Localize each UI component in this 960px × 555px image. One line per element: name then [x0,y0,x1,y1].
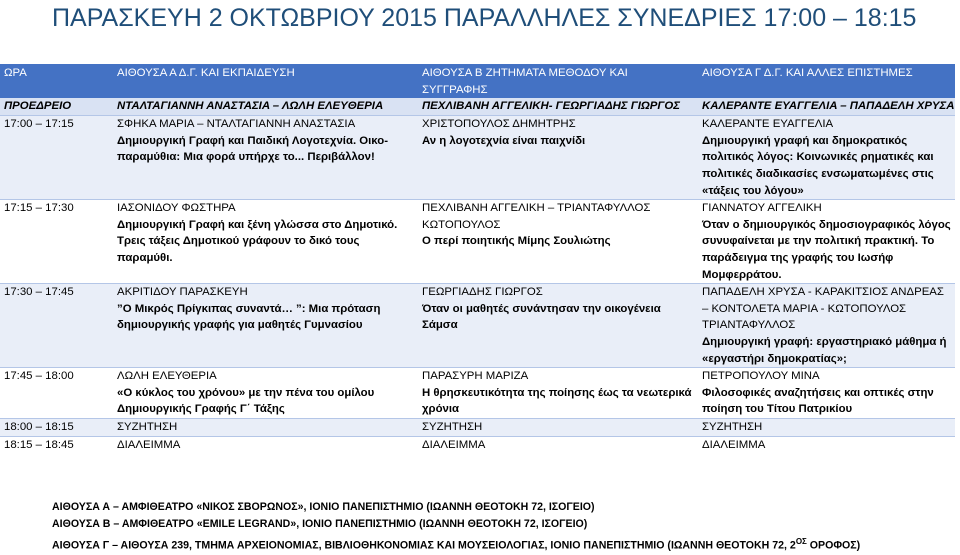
header-time: ΩΡΑ [0,64,113,98]
talk-title: Δημιουργική γραφή: εργαστηριακό μάθημα ή «εργαστήρι δημοκρατίας»; [702,335,947,365]
presidium-label: ΠΡΟΕΔΡΕΙΟ [0,98,113,116]
room-a-talk [113,368,418,419]
talk-author: ΠΑΠΑΔΕΛΗ ΧΡΥΣΑ - ΚΑΡΑΚΙΤΣΙΟΣ ΑΝΔΡΕΑΣ – ΚΟΝΤΟΛΕΤΑ ΜΑΡΙΑ - ΚΩΤΟΠΟΥΛΟΣ ΤΡΙΑΝΤΑΦΥΛΛΟΣ [702,286,944,332]
room-c-talk [698,200,955,284]
page-title: ΠΑΡΑΣΚΕΥΗ 2 ΟΚΤΩΒΡΙΟΥ 2015 ΠΑΡΑΛΛΗΛΕΣ ΣΥΝΕΔΡΙΕΣ 17:00 – 18:15 [52,4,917,32]
venue-room-c [52,533,860,555]
talk-author: ΧΡΙΣΤΟΠΟΥΛΟΣ ΔΗΜΗΤΡΗΣ [422,118,576,131]
talk-title: Ο περί ποιητικής Μίμης Σουλιώτης [422,235,611,248]
session-time: 17:00 – 17:15 [0,116,113,200]
presidium-room-a: ΝΤΑΛΤΑΓΙΑΝΝΗ ΑΝΑΣΤΑΣΙΑ – ΛΩΛΗ ΕΛΕΥΘΕΡΙΑ [113,98,418,116]
talk-title: Φιλοσοφικές αναζητήσεις και οπτικές στην ποίηση του Τίτου Πατρικίου [702,386,934,416]
room-c-item: ΔΙΑΛΕΙΜΜΑ [698,436,955,453]
room-b-talk [418,116,698,200]
room-b-talk [418,368,698,419]
room-a-item: ΣΥΖΗΤΗΣΗ [113,418,418,436]
room-b-talk [418,284,698,368]
talk-title: Όταν ο δημιουργικός δημοσιογραφικός λόγος συνυφαίνεται με την πολιτική πρακτική. Το παράδειγμα της γραφής του Ιωσήφ Μομφερράτου. [702,218,951,281]
room-b-item: ΔΙΑΛΕΙΜΜΑ [418,436,698,453]
talk-title: ”Ο Μικρός Πρίγκιπας συναντά… ”: Μια πρόταση δημιουργικής γραφής για μαθητές Γυμνασίου [117,302,381,332]
session-time: 17:45 – 18:00 [0,368,113,419]
session-row [0,368,955,419]
talk-author: ΓΙΑΝΝΑΤΟΥ ΑΓΓΕΛΙΚΗ [702,202,822,215]
room-c-talk [698,284,955,368]
talk-author: ΠΕΤΡΟΠΟΥΛΟΥ ΜΙΝΑ [702,370,820,383]
presidium-room-c: ΚΑΛΕΡΑΝΤΕ ΕΥΑΓΓΕΛΙΑ – ΠΑΠΑΔΕΛΗ ΧΡΥΣΑ [698,98,955,116]
room-a-talk [113,116,418,200]
session-row [0,284,955,368]
presidium-row [0,98,955,116]
talk-title: Όταν οι μαθητές συνάντησαν την οικογένεια Σάμσα [422,302,661,332]
room-b-item: ΣΥΖΗΤΗΣΗ [418,418,698,436]
session-time: 18:00 – 18:15 [0,418,113,436]
header-room-b: ΑΙΘΟΥΣΑ Β ΖΗΤΗΜΑΤΑ ΜΕΘΟΔΟΥ ΚΑΙ ΣΥΓΓΡΑΦΗΣ [418,64,698,98]
talk-author: ΑΚΡΙΤΙΔΟΥ ΠΑΡΑΣΚΕΥΗ [117,286,248,299]
talk-author: ΠΑΡΑΣΥΡΗ ΜΑΡΙΖΑ [422,370,529,383]
talk-author: ΣΦΗΚΑ ΜΑΡΙΑ – ΝΤΑΛΤΑΓΙΑΝΝΗ ΑΝΑΣΤΑΣΙΑ [117,118,356,131]
header-row [0,64,955,98]
room-b-talk [418,200,698,284]
talk-author: ΠΕΧΛΙΒΑΝΗ ΑΓΓΕΛΙΚΗ – ΤΡΙΑΝΤΑΦΥΛΛΟΣ ΚΩΤΟΠΟΥΛΟΣ [422,202,651,231]
talk-author: ΙΑΣΟΝΙΔΟΥ ΦΩΣΤΗΡΑ [117,202,236,215]
room-a-item: ΔΙΑΛΕΙΜΜΑ [113,436,418,453]
session-time: 18:15 – 18:45 [0,436,113,453]
talk-title: Η θρησκευτικότητα της ποίησης έως τα νεωτερικά χρόνια [422,386,692,416]
talk-author: ΚΑΛΕΡΑΝΤΕ ΕΥΑΓΓΕΛΙΑ [702,118,834,131]
venue-footer [52,499,860,555]
talk-title: Δημιουργική γραφή και δημοκρατικός πολιτικός λόγος: Κοινωνικές ρηματικές και πολιτικές διαδικασίες ενσωματωμένες στις «τάξεις του λόγου» [702,134,934,197]
talk-title: Δημιουργική Γραφή και Παιδική Λογοτεχνία. Οικο-παραμύθια: Μια φορά υπήρχε το... Περιβάλλον! [117,134,389,164]
session-row [0,200,955,284]
header-room-a: ΑΙΘΟΥΣΑ Α Δ.Γ. ΚΑΙ ΕΚΠΑΙΔΕΥΣΗ [113,64,418,98]
session-time: 17:30 – 17:45 [0,284,113,368]
break-row [0,436,955,453]
room-a-talk [113,200,418,284]
header-room-c: ΑΙΘΟΥΣΑ Γ Δ.Γ. ΚΑΙ ΑΛΛΕΣ ΕΠΙΣΤΗΜΕΣ [698,64,955,98]
venue-room-b: ΑΙΘΟΥΣΑ Β – ΑΜΦΙΘΕΑΤΡΟ «EMILE LEGRAND», ΙΟΝΙΟ ΠΑΝΕΠΙΣΤΗΜΙΟ (ΙΩΑΝΝΗ ΘΕΟΤΟΚΗ 72, ΙΣΟΓΕΙΟ) [52,518,588,530]
discussion-row [0,418,955,436]
room-c-item: ΣΥΖΗΤΗΣΗ [698,418,955,436]
room-c-talk [698,368,955,419]
room-a-talk [113,284,418,368]
venue-room-a: ΑΙΘΟΥΣΑ Α – ΑΜΦΙΘΕΑΤΡΟ «ΝΙΚΟΣ ΣΒΟΡΩΝΟΣ», ΙΟΝΙΟ ΠΑΝΕΠΙΣΤΗΜΙΟ (ΙΩΑΝΝΗ ΘΕΟΤΟΚΗ 72, ΙΣΟΓΕΙΟ) [52,501,595,513]
room-c-talk [698,116,955,200]
venue-room-c-text: ΑΙΘΟΥΣΑ Γ – ΑΙΘΟΥΣΑ 239, ΤΜΗΜΑ ΑΡΧΕΙΟΝΟΜΙΑΣ, ΒΙΒΛΙΟΘΗΚΟΝΟΜΙΑΣ ΚΑΙ ΜΟΥΣΕΙΟΛΟΓΙΑΣ, ΙΟΝΙΟ ΠΑΝΕΠΙΣΤΗΜΙΟ (ΙΩΑΝΝΗ ΘΕΟΤΟΚΗ 72, 2 [52,539,796,552]
session-row [0,116,955,200]
talk-title: Δημιουργική Γραφή και ξένη γλώσσα στο Δημοτικό. Τρεις τάξεις Δημοτικού γράφουν το δικό τους παραμύθι. [117,218,398,264]
talk-author: ΛΩΛΗ ΕΛΕΥΘΕΡΙΑ [117,370,217,383]
talk-author: ΓΕΩΡΓΙΑΔΗΣ ΓΙΩΡΓΟΣ [422,286,543,299]
presidium-room-b: ΠΕΧΛΙΒΑΝΗ ΑΓΓΕΛΙΚΗ- ΓΕΩΡΓΙΑΔΗΣ ΓΙΩΡΓΟΣ [418,98,698,116]
talk-title: Αν η λογοτεχνία είναι παιχνίδι [422,134,586,147]
session-time: 17:15 – 17:30 [0,200,113,284]
talk-title: «Ο κύκλος του χρόνου» με την πένα του ομίλου Δημιουργικής Γραφής Γ΄ Τάξης [117,386,375,416]
venue-room-c-floor: ΟΡΟΦΟΣ) [806,539,861,552]
schedule-table [0,64,955,453]
floor-ordinal: ΟΣ [795,537,807,546]
